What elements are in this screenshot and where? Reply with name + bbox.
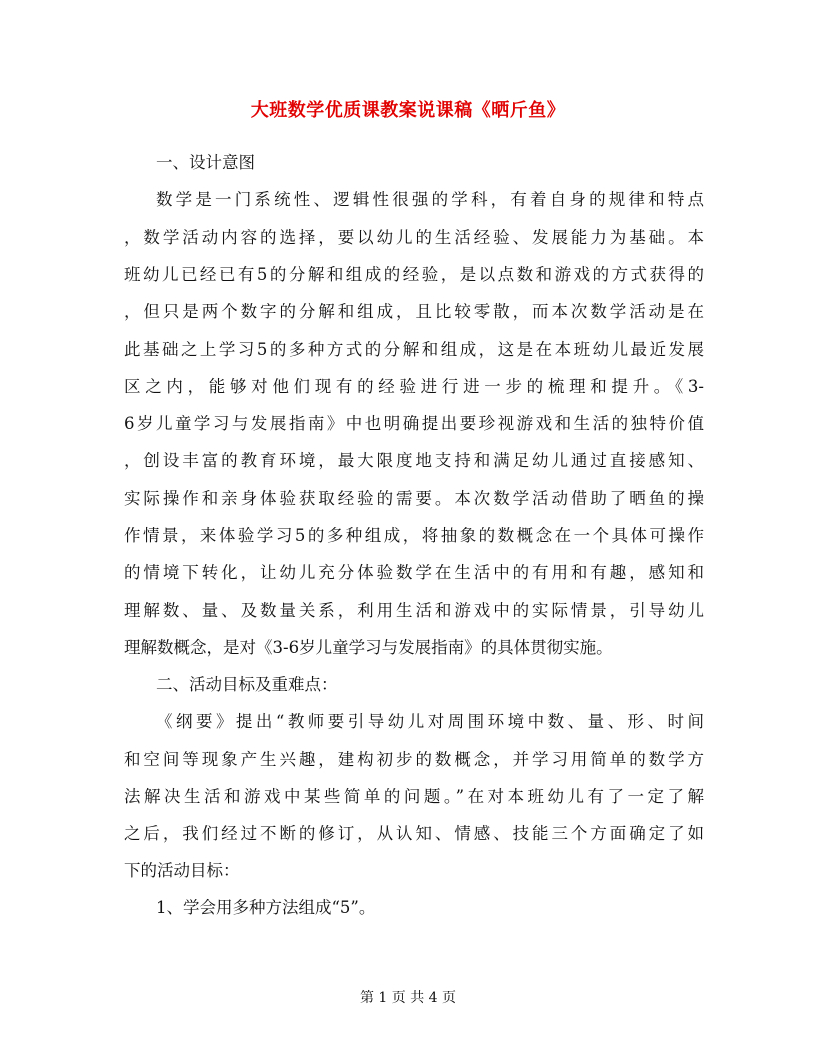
section1-line-13: 理解数概念，是对《3-6岁儿童学习与发展指南》的具体贯彻实施。 — [124, 638, 613, 657]
document-title: 大班数学优质课教案说课稿《晒斤鱼》 — [250, 100, 566, 121]
page-footer: 第 1 页 共 4 页 — [359, 990, 457, 1006]
section1-line-10: 作情景，来体验学习5的多种组成，将抽象的数概念在一个具体可操作 — [124, 526, 704, 545]
section1-line-8: ，创设丰富的教育环境，最大限度地支持和满足幼儿通过直接感知、 — [124, 451, 704, 470]
section1-line-1: 数学是一门系统性、逻辑性很强的学科，有着自身的规律和特点 — [156, 190, 704, 209]
section2-line-2: 和空间等现象产生兴趣，建构初步的数概念，并学习用简单的数学方 — [124, 750, 704, 769]
goal-item-1: 1、学会用多种方法组成“5”。 — [156, 898, 376, 917]
section1-line-9: 实际操作和亲身体验获取经验的需要。本次数学活动借助了晒鱼的操 — [124, 489, 704, 508]
section1-heading: 一、设计意图 — [156, 153, 255, 172]
section2-line-4: 之后，我们经过不断的修订，从认知、情感、技能三个方面确定了如 — [124, 824, 704, 843]
section1-line-11: 的情境下转化，让幼儿充分体验数学在生活中的有用和有趣，感知和 — [124, 563, 704, 582]
section2-line-1: 《纲要》提出“教师要引导幼儿对周围环境中数、量、形、时间 — [156, 712, 704, 731]
section2-heading: 二、活动目标及重难点： — [156, 675, 338, 694]
section1-line-2: ，数学活动内容的选择，要以幼儿的生活经验、发展能力为基础。本 — [124, 228, 704, 247]
section2-line-3: 法解决生活和游戏中某些简单的问题。”在对本班幼儿有了一定了解 — [124, 787, 704, 806]
section2-line-5: 下的活动目标： — [124, 861, 240, 880]
section1-line-5: 此基础之上学习5的多种方式的分解和组成，这是在本班幼儿最近发展 — [124, 340, 704, 359]
section1-line-3: 班幼儿已经已有5的分解和组成的经验，是以点数和游戏的方式获得的 — [124, 265, 704, 284]
section1-line-6: 区之内，能够对他们现有的经验进行进一步的梳理和提升。《3- — [124, 377, 704, 396]
section1-line-12: 理解数、量、及数量关系，利用生活和游戏中的实际情景，引导幼儿 — [124, 601, 704, 620]
section1-line-4: ，但只是两个数字的分解和组成，且比较零散，而本次数学活动是在 — [124, 302, 704, 321]
section1-line-7: 6岁儿童学习与发展指南》中也明确提出要珍视游戏和生活的独特价值 — [124, 414, 704, 433]
